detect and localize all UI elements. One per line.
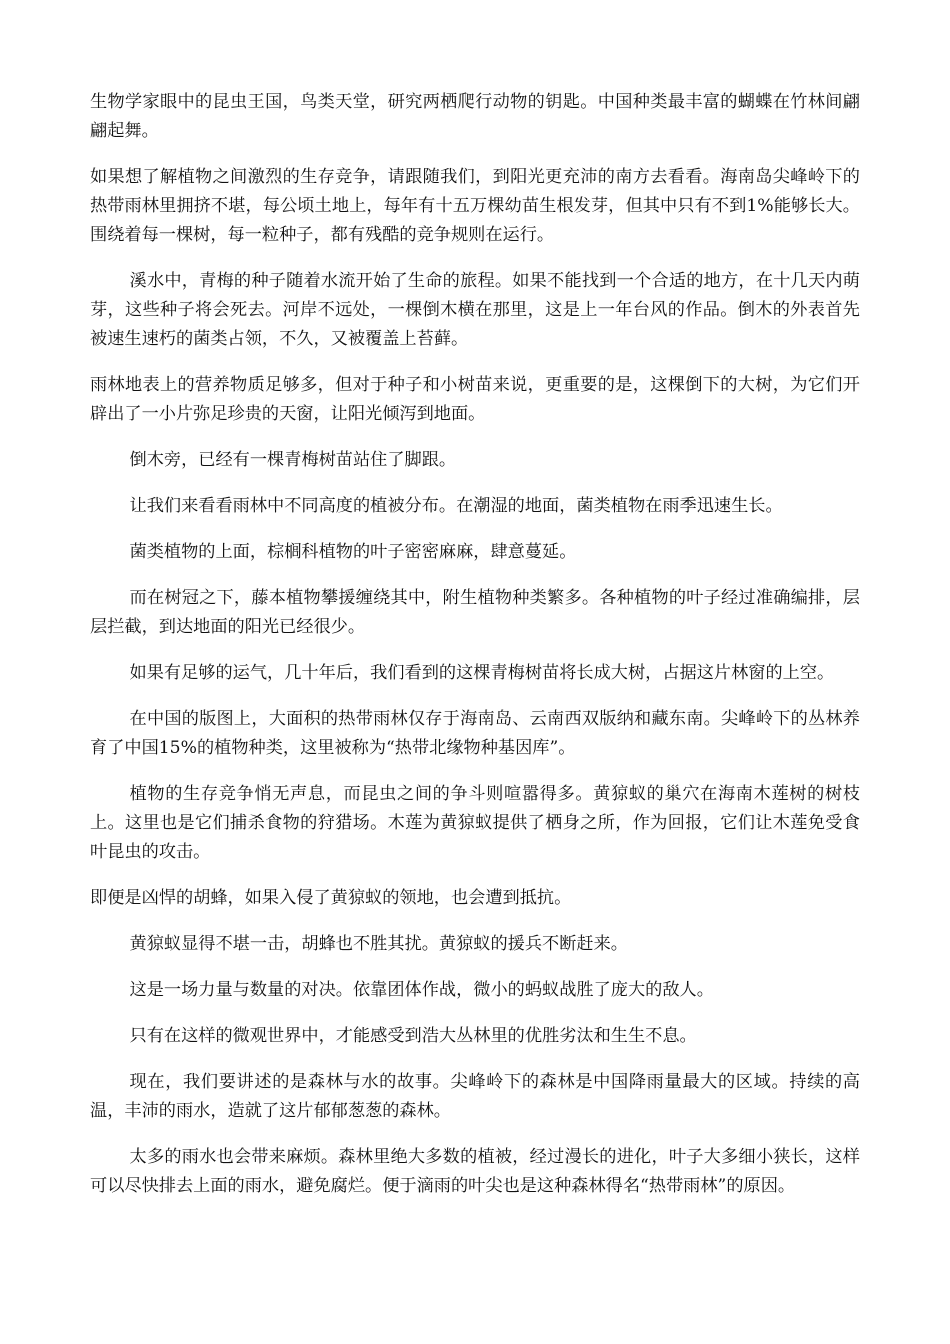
paragraph-13: 这是一场力量与数量的对决。依靠团体作战，微小的蚂蚁战胜了庞大的敌人。 [129,980,714,1000]
paragraph-0: 生物学家眼中的昆虫王国，鸟类天堂，研究两栖爬行动物的钥匙。中国种类最丰富的蝴蝶在竹林间翩翩起舞。 [90,92,860,141]
paragraph-6: 菌类植物的上面，棕榈科植物的叶子密密麻麻，肆意蔓延。 [129,542,577,562]
paragraph-1: 如果想了解植物之间激烈的生存竞争，请跟随我们，到阳光更充沛的南方去看看。海南岛尖峰岭下的热带雨林里拥挤不堪，每公顷土地上，每年有十五万棵幼苗生根发芽，但其中只有不到1%能够长大。围绕着每一棵树，每一粒种子，都有残酷的竞争规则在运行。 [90,167,860,245]
paragraph-4: 倒木旁，已经有一棵青梅树苗站住了脚跟。 [129,450,457,470]
paragraph-3: 雨林地表上的营养物质足够多，但对于种子和小树苗来说，更重要的是，这棵倒下的大树，为它们开辟出了一小片弥足珍贵的天窗，让阳光倾泻到地面。 [90,375,860,424]
paragraph-16: 太多的雨水也会带来麻烦。森林里绝大多数的植被，经过漫长的进化，叶子大多细小狭长，这样可以尽快排去上面的雨水，避免腐烂。便于滴雨的叶尖也是这种森林得名“热带雨林”的原因。 [90,1147,860,1196]
paragraph-8: 如果有足够的运气，几十年后，我们看到的这棵青梅树苗将长成大树，占据这片林窗的上空。 [129,663,835,683]
document-body [90,88,860,1218]
paragraph-9: 在中国的版图上，大面积的热带雨林仅存于海南岛、云南西双版纳和藏东南。尖峰岭下的丛林养育了中国15%的植物种类，这里被称为“热带北缘物种基因库”。 [90,709,860,758]
paragraph-11: 即便是凶悍的胡蜂，如果入侵了黄猄蚁的领地，也会遭到抵抗。 [90,888,572,908]
paragraph-15: 现在，我们要讲述的是森林与水的故事。尖峰岭下的森林是中国降雨量最大的区域。持续的高温，丰沛的雨水，造就了这片郁郁葱葱的森林。 [90,1072,860,1121]
paragraph-2: 溪水中，青梅的种子随着水流开始了生命的旅程。如果不能找到一个合适的地方，在十几天内萌芽，这些种子将会死去。河岸不远处，一棵倒木横在那里，这是上一年台风的作品。倒木的外表首先被速生速朽的菌类占领，不久，又被覆盖上苔藓。 [90,271,860,349]
paragraph-12: 黄猄蚁显得不堪一击，胡蜂也不胜其扰。黄猄蚁的援兵不断赶来。 [129,934,628,954]
paragraph-5: 让我们来看看雨林中不同高度的植被分布。在潮湿的地面，菌类植物在雨季迅速生长。 [129,496,783,516]
paragraph-7: 而在树冠之下，藤本植物攀援缠绕其中，附生植物种类繁多。各种植物的叶子经过准确编排，层层拦截，到达地面的阳光已经很少。 [90,588,860,637]
paragraph-10: 植物的生存竞争悄无声息，而昆虫之间的争斗则喧嚣得多。黄猄蚁的巢穴在海南木莲树的树枝上。这里也是它们捕杀食物的狩猎场。木莲为黄猄蚁提供了栖身之所，作为回报，它们让木莲免受食叶昆虫的攻击。 [90,784,860,862]
paragraph-14: 只有在这样的微观世界中，才能感受到浩大丛林里的优胜劣汰和生生不息。 [129,1026,697,1046]
